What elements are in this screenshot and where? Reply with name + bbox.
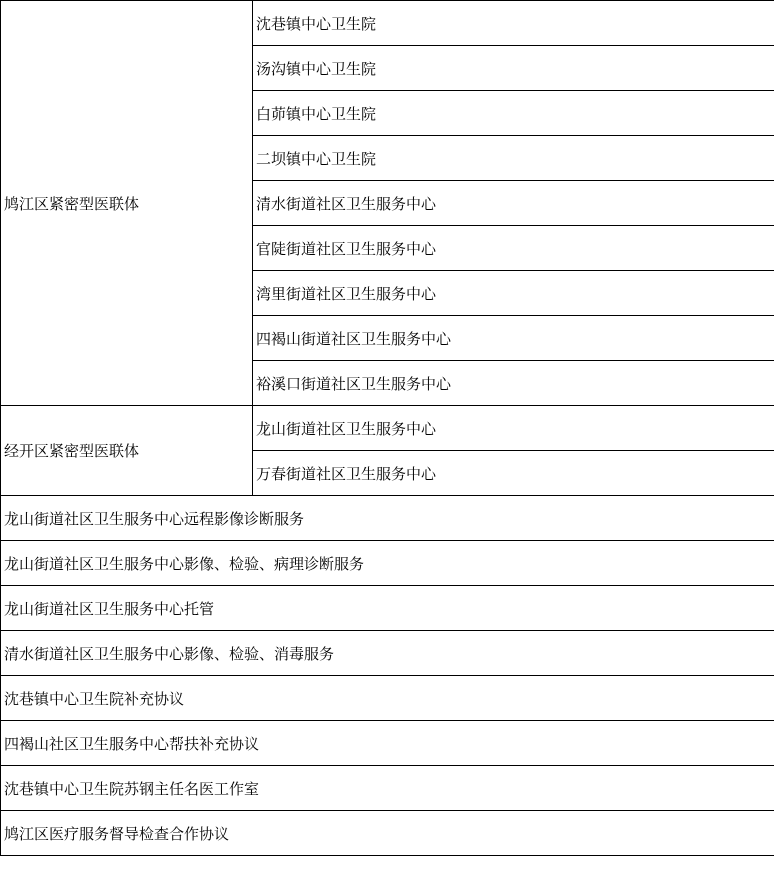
table-row [1, 496, 774, 541]
item-cell: 龙山街道社区卫生服务中心托管 [1, 586, 774, 631]
table-row [1, 766, 774, 811]
item-cell: 鸠江区医疗服务督导检查合作协议 [1, 811, 774, 856]
table-row [1, 721, 774, 766]
member-cell: 汤沟镇中心卫生院 [253, 46, 774, 91]
member-cell: 龙山街道社区卫生服务中心 [253, 406, 774, 451]
table-row [1, 586, 774, 631]
item-cell: 清水街道社区卫生服务中心影像、检验、消毒服务 [1, 631, 774, 676]
member-cell: 湾里街道社区卫生服务中心 [253, 271, 774, 316]
table-row [1, 1, 774, 46]
member-cell: 清水街道社区卫生服务中心 [253, 181, 774, 226]
table-row [1, 406, 774, 451]
item-cell: 龙山街道社区卫生服务中心影像、检验、病理诊断服务 [1, 541, 774, 586]
table-row [1, 541, 774, 586]
table-row [1, 631, 774, 676]
member-cell: 裕溪口街道社区卫生服务中心 [253, 361, 774, 406]
group-name-cell: 鸠江区紧密型医联体 [1, 1, 253, 406]
item-cell: 沈巷镇中心卫生院补充协议 [1, 676, 774, 721]
table-row [1, 676, 774, 721]
member-cell: 万春街道社区卫生服务中心 [253, 451, 774, 496]
member-cell: 官陡街道社区卫生服务中心 [253, 226, 774, 271]
member-cell: 四褐山街道社区卫生服务中心 [253, 316, 774, 361]
item-cell: 沈巷镇中心卫生院苏钢主任名医工作室 [1, 766, 774, 811]
member-cell: 沈巷镇中心卫生院 [253, 1, 774, 46]
item-cell: 四褐山社区卫生服务中心帮扶补充协议 [1, 721, 774, 766]
member-cell: 二坝镇中心卫生院 [253, 136, 774, 181]
member-cell: 白茆镇中心卫生院 [253, 91, 774, 136]
item-cell: 龙山街道社区卫生服务中心远程影像诊断服务 [1, 496, 774, 541]
group-name-cell: 经开区紧密型医联体 [1, 406, 253, 496]
table-row [1, 811, 774, 856]
